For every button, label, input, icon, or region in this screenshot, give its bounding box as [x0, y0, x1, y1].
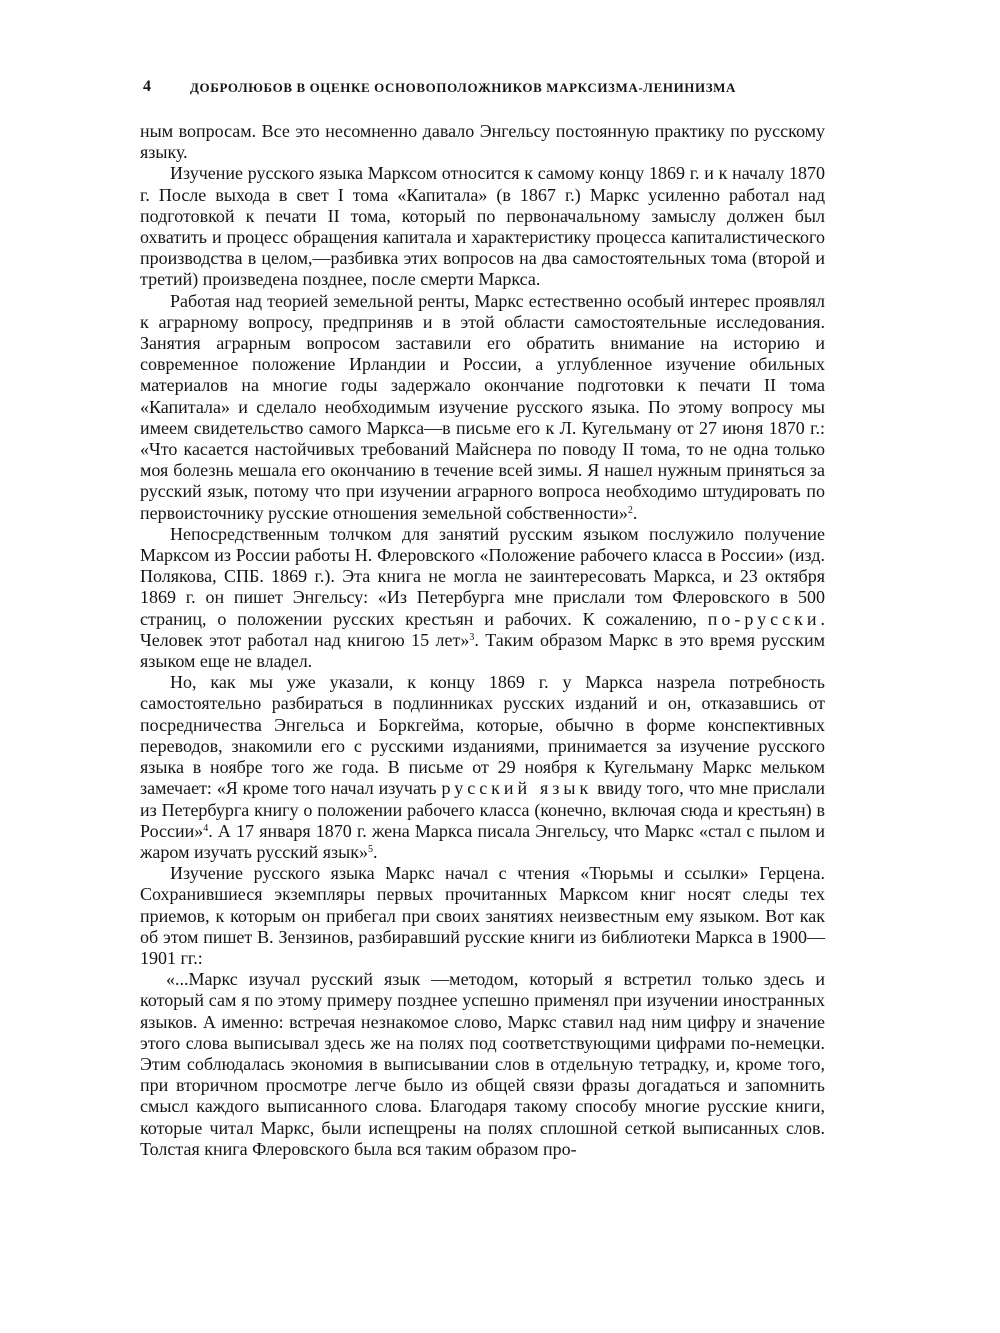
spaced-emphasis: по-русски	[707, 608, 821, 629]
page-header	[143, 78, 823, 100]
paragraph-continued: ным вопросам. Все это несомненно давало Энгельсу постоянную практику по русскому языку.	[140, 121, 825, 163]
paragraph-text-continued: ввиду того, что мне прислали из Петербурга книгу о положении рабочего класса (конечно, включая сюда и крестьян) в России»	[140, 778, 826, 841]
paragraph-agrarian-question	[140, 291, 825, 524]
body-text	[140, 121, 825, 1160]
paragraph-text: Непосредственным толчком для занятий русским языком послужило получение Марксом из России работы Н. Флеровского «Положение рабочего класса в России» (изд. Полякова, СПБ. 1869 г.). Эта книга не могла не заинтересовать Маркса, и 23 октября 1869 г. он пишет Энгельсу: «Из Петербурга мне прислали том Флеровского в 500 страниц, о положении русских крестьян и рабочих. К сожалению,	[140, 523, 825, 629]
spaced-emphasis: русский язык	[441, 778, 593, 799]
paragraph-text-continued: . Человек этот работал над книгою 15 лет»	[140, 608, 826, 650]
paragraph-text: Но, как мы уже указали, к концу 1869 г. у Маркса назрела потребность самостоятельно разбираться в подлинниках русских изданий и он, отказавшись от посредничества Энгельса и Боркгейма, которые, обычно в форме конспективных переводов, знакомили его с русскими изданиями, принимается за изучение русского языка в ноябре того же года. В письме от 29 ноября к Кугельману Маркс мельком замечает: «Я кроме того начал изучать	[140, 672, 825, 799]
paragraph-text-middle: . А 17 января 1870 г. жена Маркса писала Энгельсу, что Маркс «стал с пылом и жаром изучать русский язык»	[140, 820, 825, 862]
paragraph-text: Работая над теорией земельной ренты, Маркс естественно особый интерес проявлял к аграрному вопросу, предприняв и в этой области самостоятельные исследования. Занятия аграрным вопросом заставили его обратить внимание на историю и современное положение Ирландии и России, а углубленное изучение обильных материалов на многие годы задержало окончание подготовки к печати II тома «Капитала» и сделало необходимым изучение русского языка. По этому вопросу мы имеем свидетельство самого Маркса—в письме его к Л. Кугельману от 27 июня 1870 г.: «Что касается настойчивых требований Майснера по поводу II тома, то не одна только моя болезнь мешала его окончанию в течение всей зимы. Я нашел нужным приняться за русский язык, потому что при изучении аграрного вопроса необходимо штудировать по первоисточнику русские отношения земельной собственности»	[140, 290, 825, 523]
footnote-ref-4: 4	[203, 822, 209, 834]
paragraph-flerovsky-book	[140, 524, 825, 672]
paragraph-zenzinov-quote: «...Маркс изучал русский язык —методом, который я встретил только здесь и который сам я по этому примеру позднее успешно применял при изучении иностранных языков. А именно: встречая незнакомое слово, Маркс ставил над ним цифру и значение этого слова выписывал здесь же на полях под соответствующими цифрами по-немецки. Этим соблюдалась экономия в выписывании слов в отдельную тетрадку, и, кроме того, при вторичном просмотре легче было из общей связи фразы догадаться и запомнить смысл каждого выписанного слова. Благодаря такому способу многие русские книги, которые читал Маркс, были испещрены на полях сплошной сеткой выписанных слов. Толстая книга Флеровского была вся таким образом про-	[140, 969, 825, 1159]
paragraph-russian-study-timing: Изучение русского языка Марксом относится к самому концу 1869 г. и к началу 1870 г. После выхода в свет I тома «Капитала» (в 1867 г.) Маркс усиленно работал над подготовкой к печати II тома, который по первоначальному замыслу должен был охватить и процесс обращения капитала и характеристику процесса капиталистического производства в целом,—разбивка этих вопросов на два самостоятельных тома (второй и третий) произведена позднее, после смерти Маркса.	[140, 163, 825, 290]
page-number: 4	[143, 78, 152, 95]
footnote-ref-3: 3	[469, 631, 475, 643]
paragraph-start-of-study	[140, 672, 825, 863]
running-title: ДОБРОЛЮБОВ В ОЦЕНКЕ ОСНОВОПОЛОЖНИКОВ МАРКСИЗМА-ЛЕНИНИЗМА	[190, 80, 737, 95]
footnote-ref-5: 5	[367, 843, 373, 855]
paragraph-text-end: .	[372, 841, 378, 862]
paragraph-text-end: .	[632, 502, 638, 523]
footnote-ref-2: 2	[627, 504, 633, 516]
paragraph-herzen-reading: Изучение русского языка Маркс начал с чтения «Тюрьмы и ссылки» Герцена. Сохранившиеся экземпляры первых прочитанных Марксом книг носят следы тех приемов, к которым он прибегал при своих занятиях неизвестным ему языком. Вот как об этом пишет В. Зензинов, разбиравший русские книги из библиотеки Маркса в 1900—1901 гг.:	[140, 863, 825, 968]
paragraph-text-end: . Таким образом Маркс в это время русским языком еще не владел.	[140, 629, 826, 672]
